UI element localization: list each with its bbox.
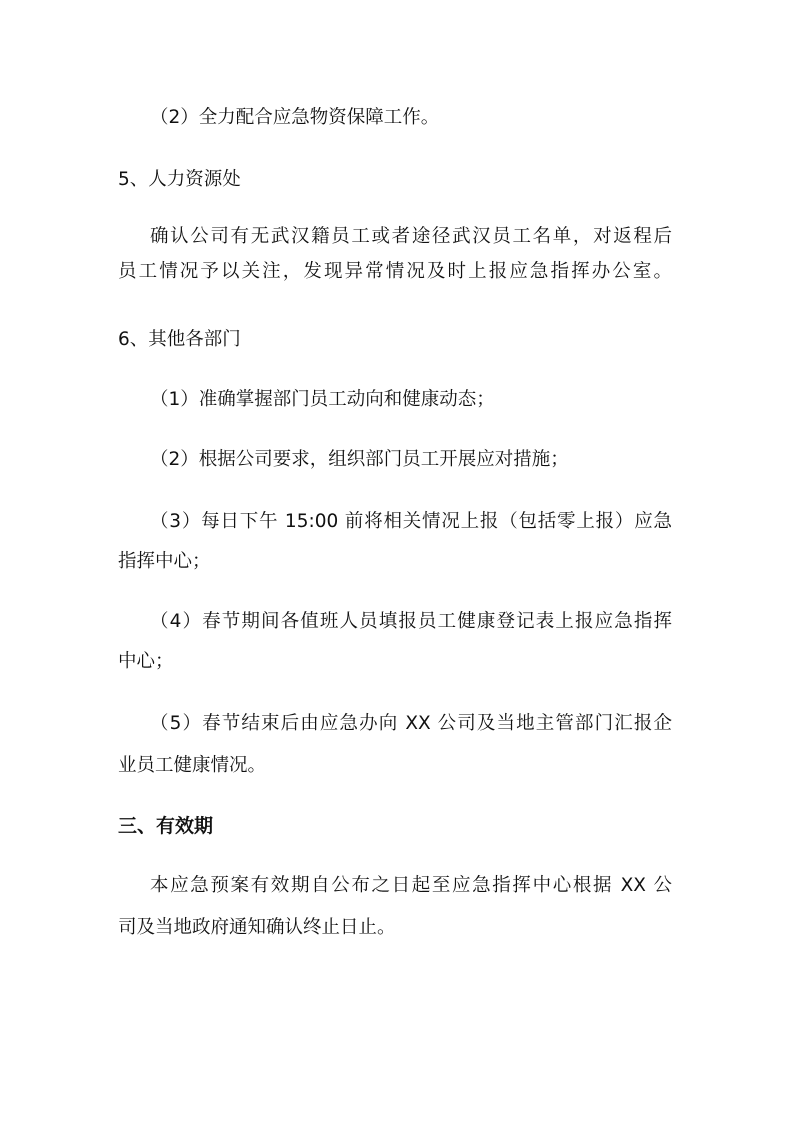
paragraph-validity-line-1: 本应急预案有效期自公布之日起至应急指挥中心根据 XX 公 <box>150 875 672 896</box>
list-item-5-line-1: （5）春节结束后由应急办向 XX 公司及当地主管部门汇报企 <box>150 713 672 734</box>
list-item-4-line-1: （4）春节期间各值班人员填报员工健康登记表上报应急指挥 <box>150 611 672 632</box>
paragraph-validity-line-2: 司及当地政府通知确认终止日止。 <box>118 917 396 938</box>
section-heading-hr: 5、人力资源处 <box>118 169 241 190</box>
list-item-5-line-2: 业员工健康情况。 <box>118 755 267 776</box>
paragraph-hr-line-2: 员工情况予以关注，发现异常情况及时上报应急指挥办公室。 <box>118 261 672 282</box>
section-heading-validity: 三、有效期 <box>118 815 214 837</box>
section-heading-other-departments: 6、其他各部门 <box>118 329 241 350</box>
list-item-1: （1）准确掌握部门员工动向和健康动态； <box>150 389 495 410</box>
paragraph-hr-line-1: 确认公司有无武汉籍员工或者途径武汉员工名单，对返程后 <box>150 226 672 247</box>
list-item-4-line-2: 中心； <box>118 651 174 672</box>
list-item-3-line-1: （3）每日下午 15:00 前将相关情况上报（包括零上报）应急 <box>150 511 672 532</box>
list-item-2: （2）根据公司要求，组织部门员工开展应对措施； <box>150 449 569 470</box>
list-item-2-supplies: （2）全力配合应急物资保障工作。 <box>150 107 440 128</box>
list-item-3-line-2: 指挥中心； <box>118 551 211 572</box>
